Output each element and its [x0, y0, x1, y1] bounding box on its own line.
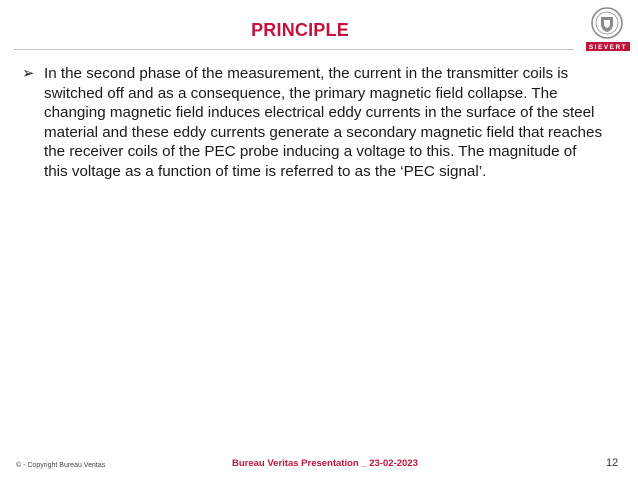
footer-copyright: © - Copyright Bureau Veritas — [16, 462, 106, 469]
slide-content — [22, 64, 612, 181]
bureau-veritas-seal-icon — [585, 6, 631, 52]
bullet-text: In the second phase of the measurement, the current in the transmitter coils is switched off and as a consequence, the primary magnetic field collapse. The changing magnetic field induces electrical eddy currents in the surface of the steel material and these eddy currents generate a secondary magnetic field that reaches the receiver coils of the PEC probe inducing a voltage to this. The magnitude of this voltage as a function of time is referred to as the ‘PEC signal’. — [44, 65, 603, 180]
page-number: 12 — [606, 457, 619, 469]
title-divider — [14, 49, 574, 50]
bullet-item — [22, 64, 612, 181]
bureau-veritas-logo — [585, 6, 631, 52]
slide-title: PRINCIPLE — [251, 20, 349, 40]
footer-presentation-title: Bureau Veritas Presentation _ 23-02-2023 — [232, 458, 418, 469]
arrow-bullet-icon: ➢ — [22, 65, 35, 82]
logo-sievert-text: SIEVERT — [588, 44, 628, 51]
